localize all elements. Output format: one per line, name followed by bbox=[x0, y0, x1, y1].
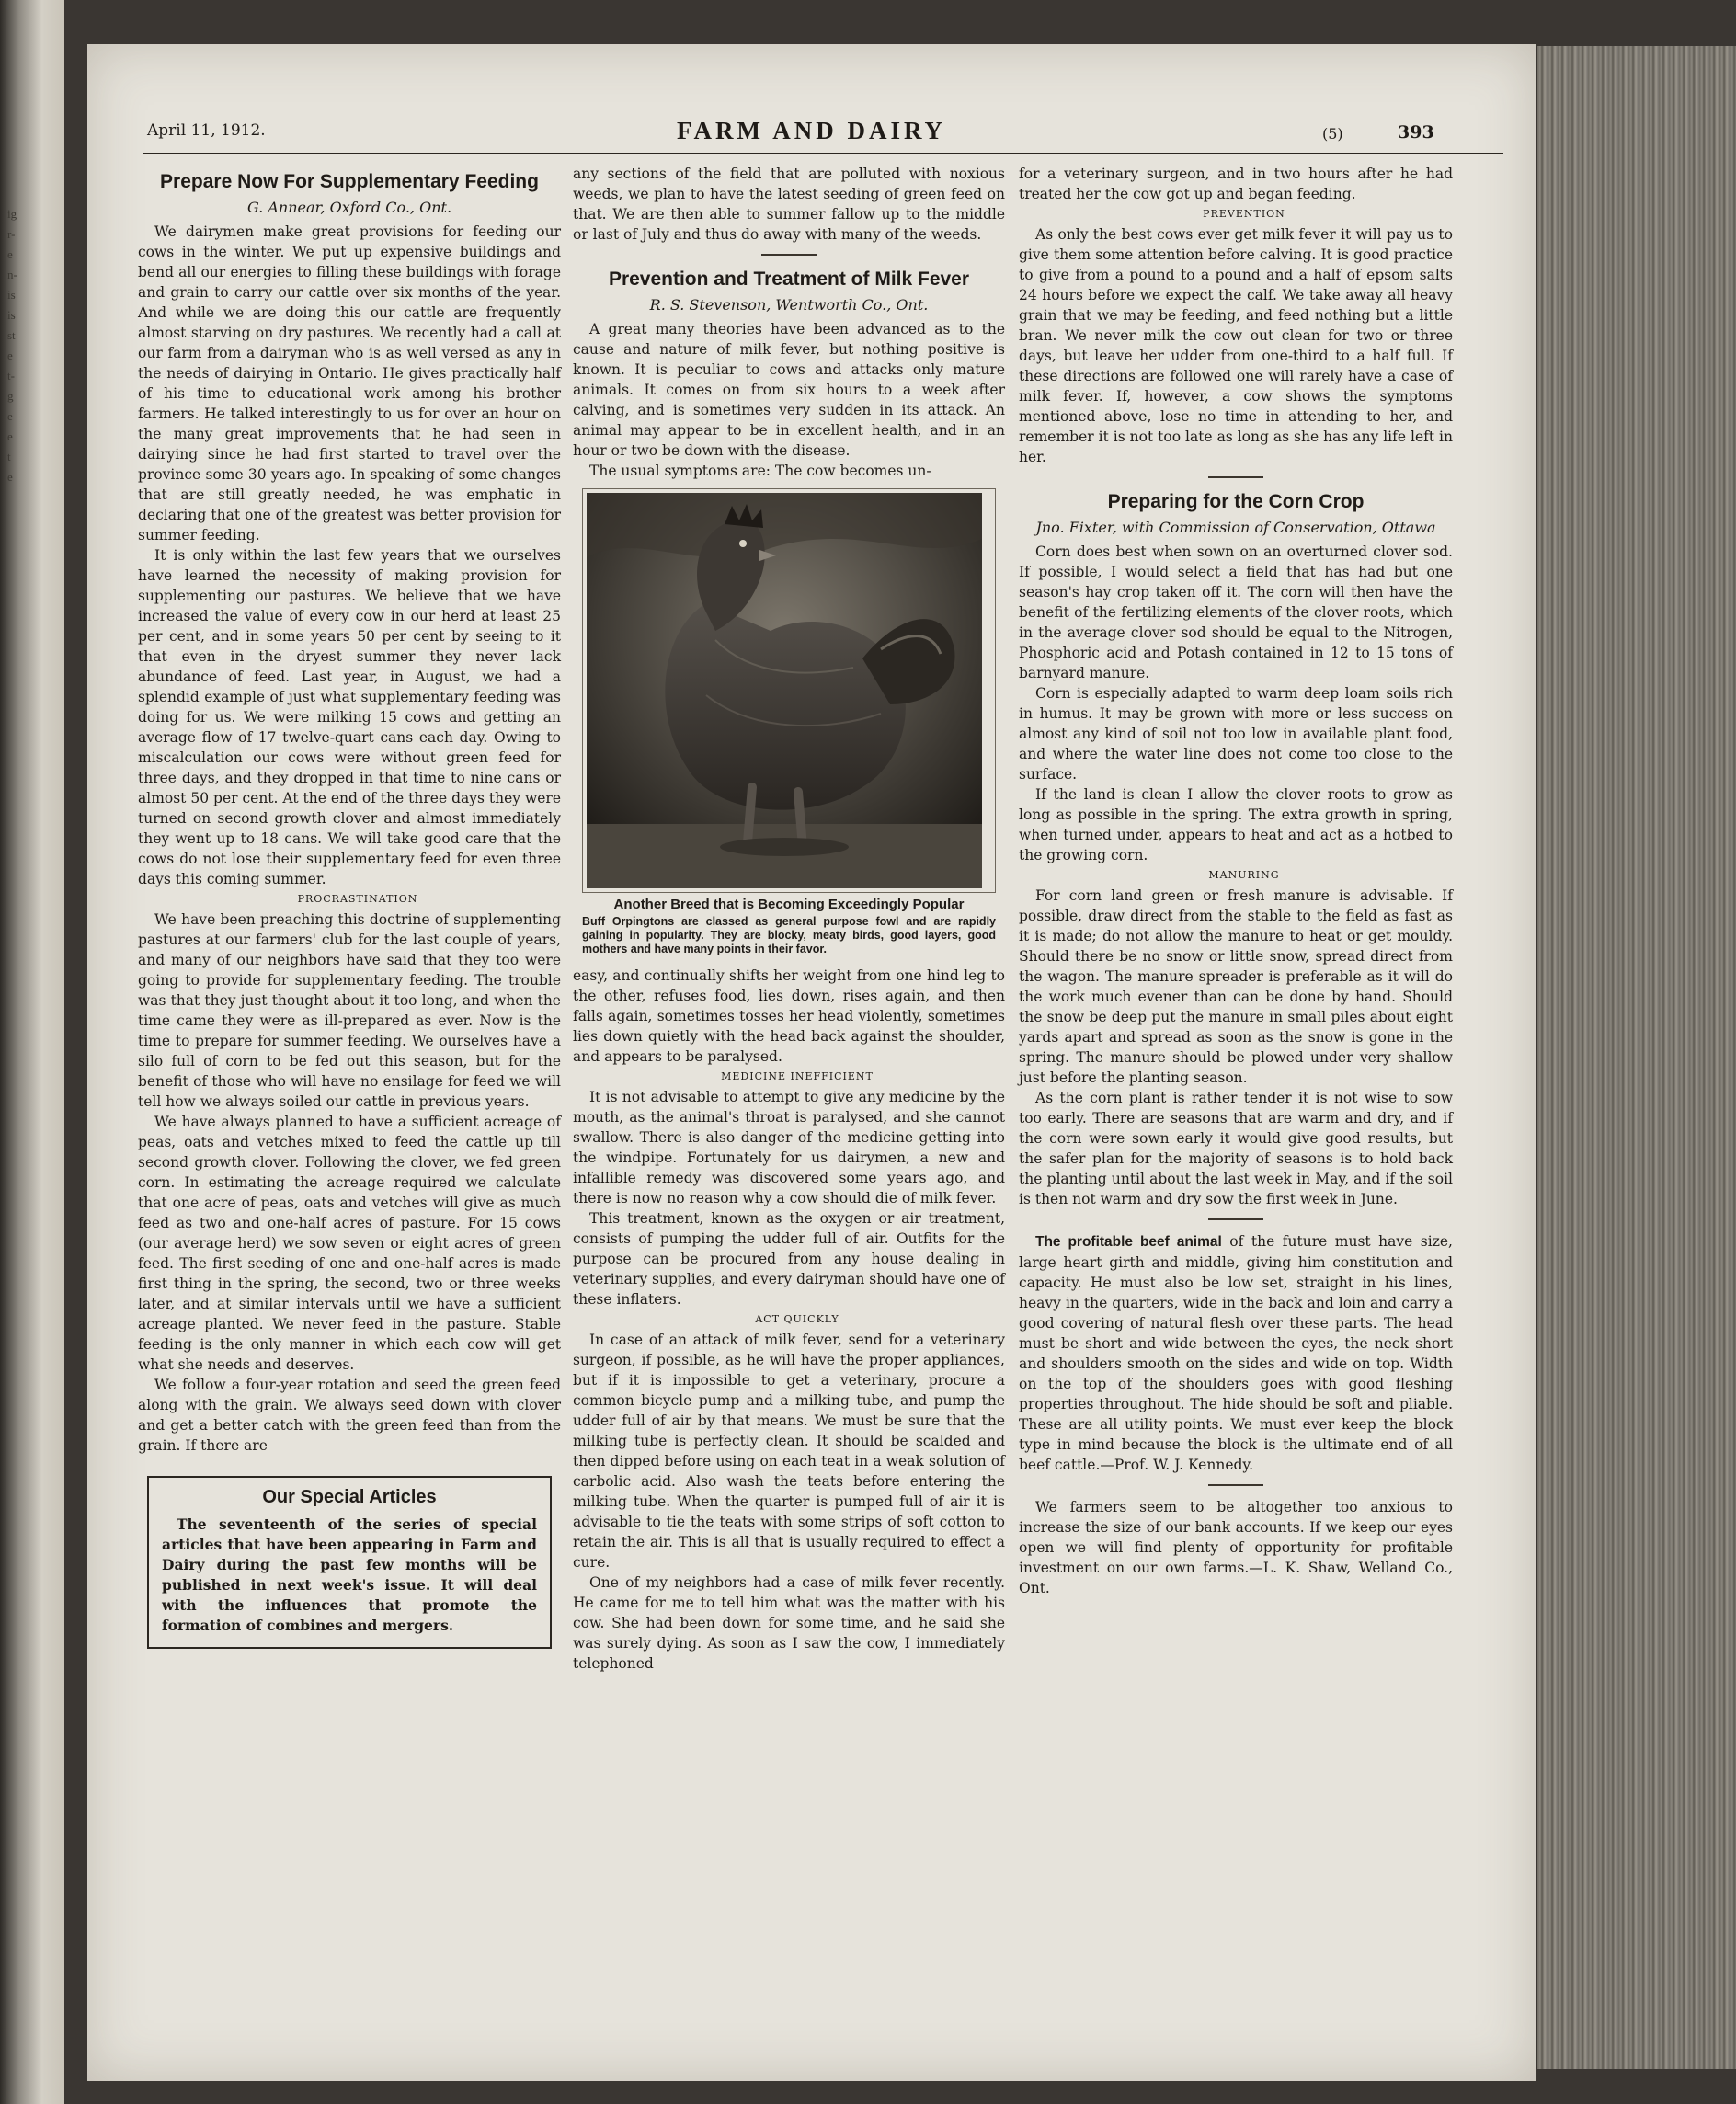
margin-fragment: e bbox=[7, 429, 13, 443]
margin-fragment: ig bbox=[7, 207, 17, 221]
issue-date: April 11, 1912. bbox=[147, 121, 266, 140]
separator-rule bbox=[1208, 1218, 1263, 1220]
column-2 bbox=[573, 164, 1005, 1674]
page-number: 393 bbox=[1398, 122, 1434, 143]
column-3 bbox=[1019, 164, 1453, 1598]
paragraph: One of my neighbors had a case of milk fever recently. He came for me to tell him what was the matter with his cow. She had been down for some time, and he said she was surely dying. As soon as I saw the cow, I immediately telephoned bbox=[573, 1574, 1005, 1672]
margin-fragment: t- bbox=[7, 369, 15, 383]
paragraph: As the corn plant is rather tender it is not wise to sow too early. There are seasons that are warm and dry, and if the corn were sown early it would give good results, but the safer plan for the majority of seasons is to hold back the planting until about the last week in May, and if the soil is then not warm and dry sow the first week in June. bbox=[1019, 1090, 1453, 1207]
paragraph: As only the best cows ever get milk fever it will pay us to give them some attention before calving. It is good practice to give from a pound to a pound and a half of epsom salts 24 hours before we expect the calf. We take away all heavy grain that we may be feeding, and feed nothing but a little bran. We never milk the cow out clean for two or three days, but leave her udder from one-third to a half full. If these directions are followed one will rarely have a case of milk fever. If, however, a cow shows the symptoms mentioned above, lose no time in attending to her, and remember it is not too late as long as she has any life left in her. bbox=[1019, 226, 1453, 465]
paragraph: We dairymen make great provisions for feeding our cows in the winter. We put up expensive buildings and bend all our energies to filling these buildings with forage and grain to carry our cattle over six months of the year. And while we are doing this our cattle are frequently almost starving on dry pastures. We recently had a call at our farm from a dairyman who is as well versed as any in the needs of dairying in Ontario. He gives practically half of his time to educational work among his brother farmers. He talked interestingly to us for over an hour on the many great improvements that he had seen in dairying since he had first started to travel over the province some 30 years ago. In speaking of some changes that are still greatly needed, he was emphatic in declaring that one of the greatest was better provision for summer feeding. bbox=[138, 223, 561, 543]
article-headline: Prevention and Treatment of Milk Fever bbox=[608, 269, 970, 290]
subhead: PREVENTION bbox=[1203, 208, 1285, 220]
photo-description: Buff Orpingtons are classed as general purpose fowl and are rapidly gaining in popularity. They are blocky, meaty birds, good layers, good mothers and have many points in their favor. bbox=[582, 915, 996, 955]
margin-fragment: is bbox=[7, 308, 16, 322]
book-page-edges bbox=[1537, 46, 1736, 2069]
article-byline: R. S. Stevenson, Wentworth Co., Ont. bbox=[649, 296, 929, 314]
margin-fragment: e bbox=[7, 349, 13, 362]
margin-fragment: t bbox=[7, 450, 11, 463]
paragraph: Corn does best when sown on an overturned clover sod. If possible, I would select a field that has had but one season's hay crop taken off it. The corn will then have the benefit of the fertilizing elements of the clover roots, which in the average clover sod should be equal to the Nitrogen, Phosphoric acid and Potash contained in 12 to 15 tons of barnyard manure. bbox=[1019, 543, 1453, 681]
special-articles-title: Our Special Articles bbox=[262, 1487, 437, 1507]
paragraph: We have been preaching this doctrine of supplementing pastures at our farmers' club for the last couple of years, and many of our neighbors have said that they too were going to provide for supplementary feeding. The trouble was that they just thought about it too long, and when the time came they were as ill-prepared as ever. Now is the time to prepare for summer feeding. We ourselves have a silo full of corn to be fed out this season, but for the benefit of those who will have no ensilage for feed we will tell how we always soiled our cattle in previous years. bbox=[138, 911, 561, 1110]
paragraph: This treatment, known as the oxygen or air treatment, consists of pumping the udder full of air. Outfits for the purpose can be procured from any house dealing in veterinary supplies, and every dairyman should have one of these inflaters. bbox=[573, 1210, 1005, 1308]
article-byline: Jno. Fixter, with Commission of Conservation, Ottawa bbox=[1035, 519, 1436, 536]
paragraph: A great many theories have been advanced as to the cause and nature of milk fever, but nothing positive is known. It is peculiar to cows and attacks only mature animals. It comes on from six hours to a week after calving, and is sometimes very sudden in its attack. An animal may appear to be in excellent health, and in an hour or two be down with the disease. bbox=[573, 321, 1005, 459]
paragraph: It is only within the last few years that we ourselves have learned the necessity of making provision for supplementing our pastures. We believe that we have increased the value of every cow in our herd at least 25 per cent, and in some years 50 per cent by seeing to it that even in the dryest summer they never lack abundance of feed. Last year, in August, we had a splendid example of just what supplementary feeding was doing for us. We were milking 15 cows and getting an average flow of 17 twelve-quart cans each day. Owing to miscalculation our cows were without green feed for three days, and they dropped in that time to nine cans or almost 50 per cent. At the end of the three days they were turned on second growth clover and almost immediately they went up to 18 cans. We will take good care that the cows do not lose their supplementary feed for even three days this coming summer. bbox=[138, 547, 561, 887]
masthead-title: FARM AND DAIRY bbox=[676, 117, 947, 144]
paragraph: Corn is especially adapted to warm deep loam soils rich in humus. It may be grown with more or less success on almost any kind of soil not too low in available plant food, and where the water line does not come too close to the surface. bbox=[1019, 685, 1453, 783]
header-rule bbox=[143, 153, 1503, 154]
column-1 bbox=[138, 164, 561, 1649]
buff-orpington-rooster-image bbox=[587, 493, 982, 888]
section-number: (5) bbox=[1322, 125, 1343, 143]
newspaper-page bbox=[87, 44, 1536, 2081]
paragraph: It is not advisable to attempt to give any medicine by the mouth, as the animal's throat is paralysed, and she cannot swallow. There is also danger of the medicine getting into the windpipe. Fortunately for us dairymen, a new and infallible remedy was discovered some years ago, and there is now no reason why a cow should die of milk fever. bbox=[573, 1089, 1005, 1206]
paragraph: If the land is clean I allow the clover roots to grow as long as possible in the spring. The extra growth in spring, when turned under, appears to heat and act as a hotbed to the growing corn. bbox=[1019, 786, 1453, 863]
adjacent-page-edge bbox=[0, 0, 64, 2104]
margin-fragment: st bbox=[7, 328, 16, 342]
paragraph: We have always planned to have a sufficient acreage of peas, oats and vetches mixed to feed the cattle up till second growth clover. Following the clover, we fed green corn. In estimating the acreage required we calculate that one acre of peas, oats and vetches will give as much feed as two and one-half acres of pasture. For 15 cows (our average herd) we sow seven or eight acres of green feed. The first seeding of one and one-half acres is made first thing in the spring, the second, two or three weeks later, and at similar intervals until we have a sufficient acreage planted. We never feed in the pasture. Stable feeding is the only manner in which each cow will get what she needs and deserves. bbox=[138, 1114, 561, 1373]
margin-fragment: r- bbox=[7, 227, 16, 241]
subhead: ACT QUICKLY bbox=[755, 1313, 839, 1325]
subhead: PROCRASTINATION bbox=[297, 893, 418, 905]
article-byline: G. Annear, Oxford Co., Ont. bbox=[246, 199, 452, 216]
subhead: MANURING bbox=[1208, 869, 1280, 881]
margin-fragment: g bbox=[7, 389, 14, 403]
paragraph: for a veterinary surgeon, and in two hours after he had treated her the cow got up and began feeding. bbox=[1019, 166, 1453, 202]
margin-fragment: n- bbox=[7, 268, 17, 281]
paragraph: In case of an attack of milk fever, send for a veterinary surgeon, if possible, as he will have the proper appliances, but if it is impossible to get a veterinary, procure a common bicycle pump and a milking tube, and pump the udder full of air by that means. We must be sure that the milking tube is perfectly clean. It should be scalded and then dipped before using on each teat in a weak solution of carbolic acid. Also wash the teats before entering the milking tube. When the quarter is pumped full of air it is advisable to tie the teats with some strips of soft cotton to retain the air. This is all that is usually required to effect a cure. bbox=[573, 1332, 1005, 1571]
separator-rule bbox=[1208, 1484, 1263, 1486]
paragraph: For corn land green or fresh manure is advisable. If possible, draw direct from the stable to the field as fast as it is made; do not allow the manure to heat or get mouldy. Should there be no snow or little snow, spread direct from the wagon. The manure spreader is preferable as it will do the work much evener than can be done by hand. Should the snow be deep put the manure in small piles about eight yards apart and spread as soon as the snow is gone in the spring. The manure should be plowed under very shallow just before the planting season. bbox=[1019, 887, 1453, 1086]
beef-lead: The profitable beef animal bbox=[1035, 1234, 1222, 1250]
article-headline: Preparing for the Corn Crop bbox=[1107, 491, 1365, 512]
margin-fragment: e bbox=[7, 409, 13, 423]
paragraph: any sections of the field that are polluted with noxious weeds, we plan to have the latest seeding of green feed on that. We are then able to summer fallow up to the middle or last of July and thus do away with many of the weeds. bbox=[573, 166, 1005, 243]
margin-fragment: is bbox=[7, 288, 16, 302]
paragraph: easy, and continually shifts her weight from one hind leg to the other, refuses food, lies down, rises again, and then falls again, sometimes tosses her head violently, sometimes lies down quietly with the head back against the shoulder, and appears to be paralysed. bbox=[573, 967, 1005, 1065]
paragraph: We farmers seem to be altogether too anxious to increase the size of our bank accounts. If we keep our eyes open we will find plenty of opportunity for profitable investment on our own farms.—L. K. Shaw, Welland Co., Ont. bbox=[1019, 1499, 1453, 1596]
paragraph: The usual symptoms are: The cow becomes un- bbox=[589, 463, 931, 479]
paragraph bbox=[1019, 1231, 1453, 1475]
separator-rule bbox=[761, 254, 817, 256]
paragraph: We follow a four-year rotation and seed the green feed along with the grain. We always seed down with clover and get a better catch with the green feed than from the grain. If there are bbox=[138, 1377, 561, 1454]
page-header bbox=[87, 112, 1536, 149]
special-articles-text: The seventeenth of the series of special articles that have been appearing in Farm and Dairy during the past few months will be published in next week's issue. It will deal with the influences that promote the formation of combines and mergers. bbox=[162, 1515, 537, 1634]
rooster-photo bbox=[582, 488, 996, 893]
subhead: MEDICINE INEFFICIENT bbox=[721, 1070, 874, 1082]
separator-rule bbox=[1208, 476, 1263, 478]
beef-text: of the future must have size, large heart girth and middle, giving him constitution and capacity. He must also be low set, straight in his lines, heavy in the quarters, wide in the back and loin and carry a good covering of natural flesh over these parts. The head must be short and wide between the eyes, the neck short and shoulders smooth on the sides and wide on top. Width on the top of the shoulders goes with good fleshing properties throughout. The hide should be soft and pliable. These are all utility points. We must ever keep the block type in mind because the block is the ultimate end of all beef cattle.—Prof. W. J. Kennedy. bbox=[1019, 1233, 1453, 1473]
special-articles-box bbox=[147, 1476, 552, 1649]
margin-fragment: e bbox=[7, 470, 13, 484]
article-headline: Prepare Now For Supplementary Feeding bbox=[160, 171, 539, 192]
margin-fragment: e bbox=[7, 247, 13, 261]
photo-caption: Another Breed that is Becoming Exceedingly Popular bbox=[613, 897, 965, 912]
